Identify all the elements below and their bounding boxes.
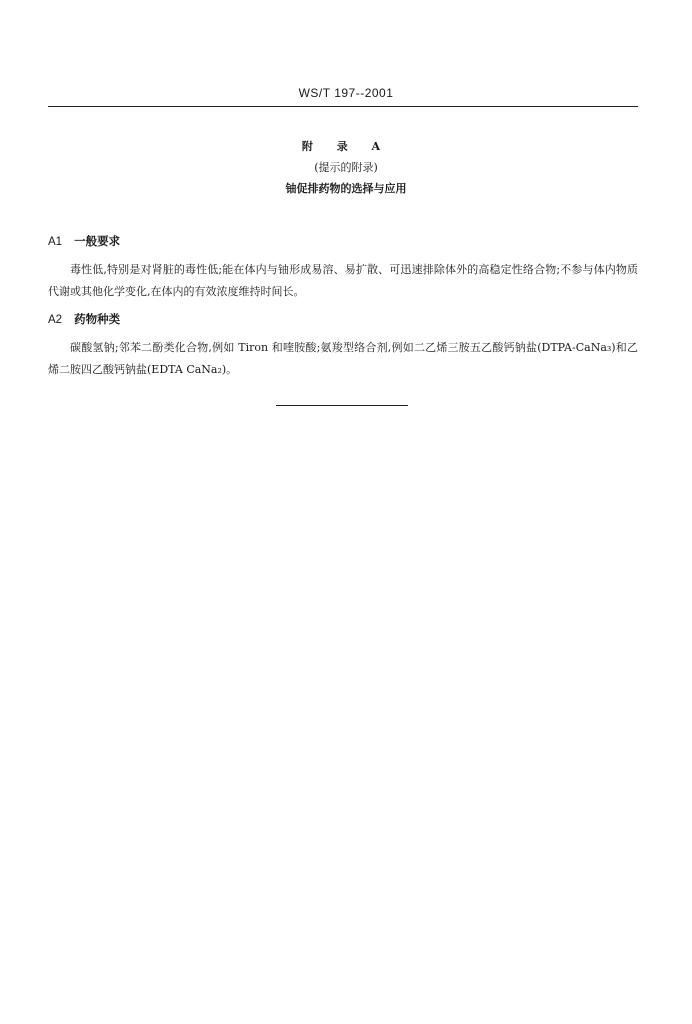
annex-title: 附 录 A — [301, 140, 391, 153]
end-rule — [276, 405, 408, 406]
annex-subject: 铀促排药物的选择与应用 — [285, 182, 407, 195]
section-a2-number: A2 — [48, 314, 63, 326]
section-a2-heading — [48, 311, 120, 327]
section-a1-number: A1 — [48, 236, 63, 248]
section-a2-title: 药物种类 — [74, 312, 121, 326]
section-a1-title: 一般要求 — [74, 234, 121, 248]
header-rule — [48, 106, 638, 107]
section-a1-heading — [48, 233, 120, 249]
standard-code: WS/T 197--2001 — [298, 86, 394, 100]
section-a1-paragraph: 毒性低,特别是对肾脏的毒性低;能在体内与铀形成易溶、易扩散、可迅速排除体外的高稳定性络合物;不参与体内物质代谢或其他化学变化,在体内的有效浓度维持时间长。 — [48, 263, 638, 298]
section-a2-paragraph: 碳酸氢钠;邻苯二酚类化合物,例如 Tiron 和喹胺酸;氨羧型络合剂,例如二乙烯三胺五乙酸钙钠盐(DTPA-CaNa₃)和乙烯二胺四乙酸钙钠盐(EDTA CaNa₂)。 — [48, 341, 638, 376]
annex-note: (提示的附录) — [314, 161, 378, 174]
